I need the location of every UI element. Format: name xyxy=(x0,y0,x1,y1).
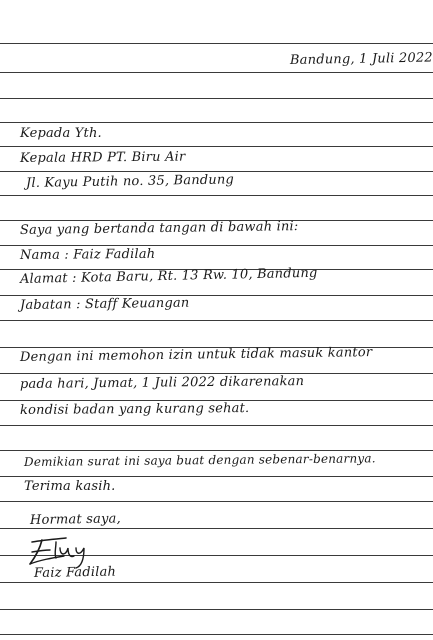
ruled-line xyxy=(0,72,433,73)
recipient-address: Jl. Kayu Putih no. 35, Bandung xyxy=(25,172,235,191)
recipient-name: Kepala HRD PT. Biru Air xyxy=(19,149,186,166)
body-line: Dengan ini memohon izin untuk tidak masuk kantor xyxy=(19,345,373,365)
detail-name: Nama : Faiz Fadilah xyxy=(19,246,156,263)
ruled-line xyxy=(0,609,433,610)
ruled-line xyxy=(0,146,433,147)
ruled-line xyxy=(0,295,433,296)
recipient-greeting: Kepada Yth. xyxy=(20,126,102,141)
ruled-line xyxy=(0,195,433,196)
detail-position: Jabatan : Staff Keuangan xyxy=(19,295,190,313)
body-line: kondisi badan yang kurang sehat. xyxy=(19,400,250,418)
body-line: pada hari, Jumat, 1 Juli 2022 dikarenakan xyxy=(19,374,305,392)
closing-line: Demikian surat ini saya buat dengan sebenar-benarnya. xyxy=(23,451,376,469)
detail-address: Alamat : Kota Baru, Rt. 13 Rw. 10, Bandung xyxy=(19,265,318,287)
signer-name: Faiz Fadilah xyxy=(33,564,117,581)
ruled-line xyxy=(0,476,433,477)
closing-line: Terima kasih. xyxy=(24,479,116,494)
sign-off: Hormat saya, xyxy=(29,511,121,528)
ruled-line xyxy=(0,122,433,123)
ruled-line xyxy=(0,98,433,99)
ruled-line xyxy=(0,501,433,502)
ruled-line xyxy=(0,373,433,374)
letter-date: Bandung, 1 Juli 2022 xyxy=(289,50,433,68)
ruled-line xyxy=(0,43,433,44)
intro-line: Saya yang bertanda tangan di bawah ini: xyxy=(19,219,299,238)
ruled-line xyxy=(0,634,433,635)
ruled-line xyxy=(0,245,433,246)
ruled-line xyxy=(0,425,433,426)
ruled-line xyxy=(0,320,433,321)
ruled-line xyxy=(0,582,433,583)
